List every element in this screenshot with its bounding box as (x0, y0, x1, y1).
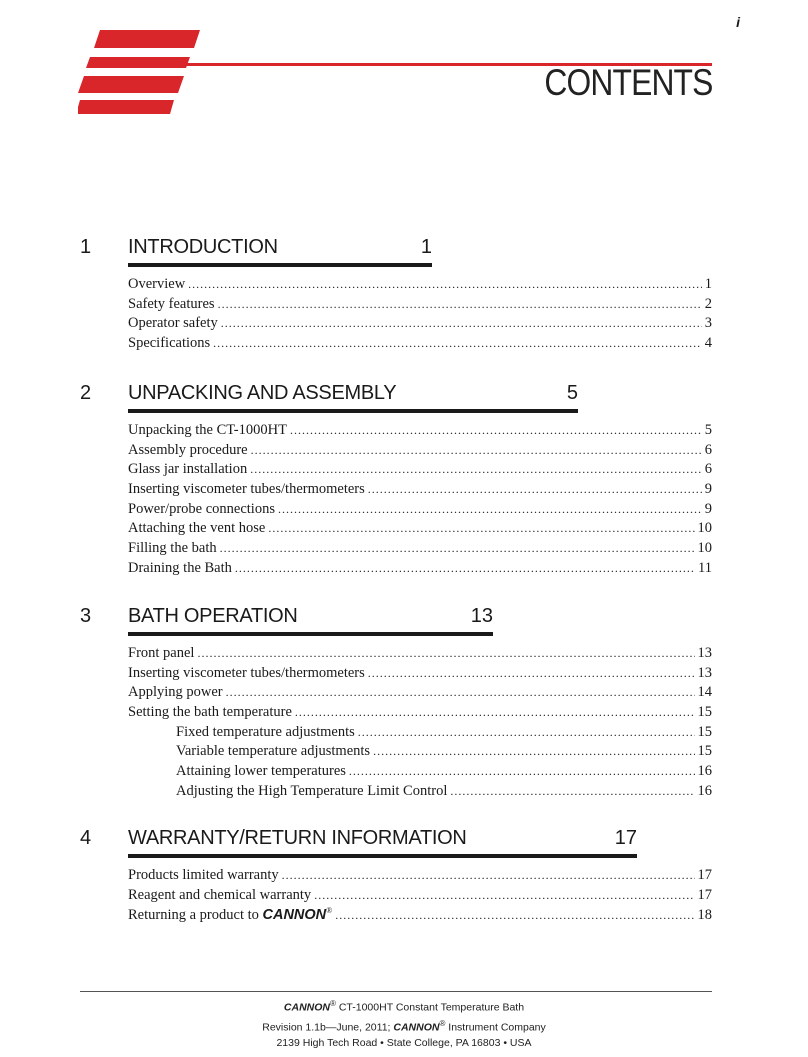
section-title: WARRANTY/RETURN INFORMATION (128, 827, 467, 849)
toc-subentry[interactable]: Adjusting the High Temperature Limit Control ..... 16 (128, 783, 712, 803)
toc-subentry[interactable]: Fixed temperature adjustments ..... 15 (128, 724, 712, 744)
toc-entry[interactable]: Inserting viscometer tubes/thermometers ..... 9 (128, 481, 712, 501)
section-number: 4 (80, 827, 92, 849)
section-heading[interactable] (128, 605, 493, 636)
page-number: i (736, 14, 740, 30)
section-page: 5 (566, 382, 578, 404)
toc-entry[interactable]: Draining the Bath ..... 11 (128, 560, 712, 580)
section-title: UNPACKING AND ASSEMBLY (128, 382, 397, 404)
section-heading[interactable] (128, 236, 432, 267)
toc-entry[interactable]: Front panel ..... 13 (128, 645, 712, 665)
section-number: 2 (80, 382, 92, 404)
footer: CANNON® CT-1000HT Constant Temperature Bath Revision 1.1b—June, 2011; CANNON® Instrument Company 2139 High Tech Road • State College, PA 16803 • USA (262, 999, 546, 1049)
toc-subentry[interactable]: Variable temperature adjustments ..... 15 (128, 743, 712, 763)
section-heading[interactable] (128, 827, 637, 858)
toc-entry[interactable]: Power/probe connections ..... 9 (128, 501, 712, 521)
toc-entry[interactable]: Inserting viscometer tubes/thermometers ..... 13 (128, 665, 712, 685)
cannon-logo (78, 30, 200, 114)
toc-entry[interactable]: Applying power ..... 14 (128, 684, 712, 704)
toc-entry[interactable]: Returning a product to CANNON® ..... 18 (128, 906, 712, 926)
footer-rule (80, 991, 712, 992)
section-title: BATH OPERATION (128, 605, 298, 627)
toc-entry[interactable]: Assembly procedure ..... 6 (128, 442, 712, 462)
toc-entry[interactable]: Setting the bath temperature ..... 15 (128, 704, 712, 724)
toc-entry[interactable]: Safety features ..... 2 (128, 296, 712, 316)
section-title: INTRODUCTION (128, 236, 278, 258)
toc-entry[interactable]: Attaching the vent hose ..... 10 (128, 520, 712, 540)
section-page: 1 (420, 236, 432, 258)
section-number: 1 (80, 236, 92, 258)
brand-name: CANNON (262, 907, 327, 924)
toc-entry[interactable]: Overview ..... 1 (128, 276, 712, 296)
toc-entry[interactable]: Filling the bath ..... 10 (128, 540, 712, 560)
section-page: 13 (470, 605, 493, 627)
section-number: 3 (80, 605, 92, 627)
toc-entry[interactable]: Operator safety ..... 3 (128, 315, 712, 335)
toc-entry[interactable]: Reagent and chemical warranty ..... 17 (128, 887, 712, 907)
section-page: 17 (614, 827, 637, 849)
page-title: CONTENTS (543, 62, 712, 103)
toc-entry[interactable]: Products limited warranty ..... 17 (128, 867, 712, 887)
section-heading[interactable] (128, 382, 578, 413)
toc-entry[interactable]: Glass jar installation ..... 6 (128, 461, 712, 481)
toc-entry[interactable]: Specifications ..... 4 (128, 335, 712, 355)
toc-entry[interactable]: Unpacking the CT-1000HT ..... 5 (128, 422, 712, 442)
toc-subentry[interactable]: Attaining lower temperatures ..... 16 (128, 763, 712, 783)
